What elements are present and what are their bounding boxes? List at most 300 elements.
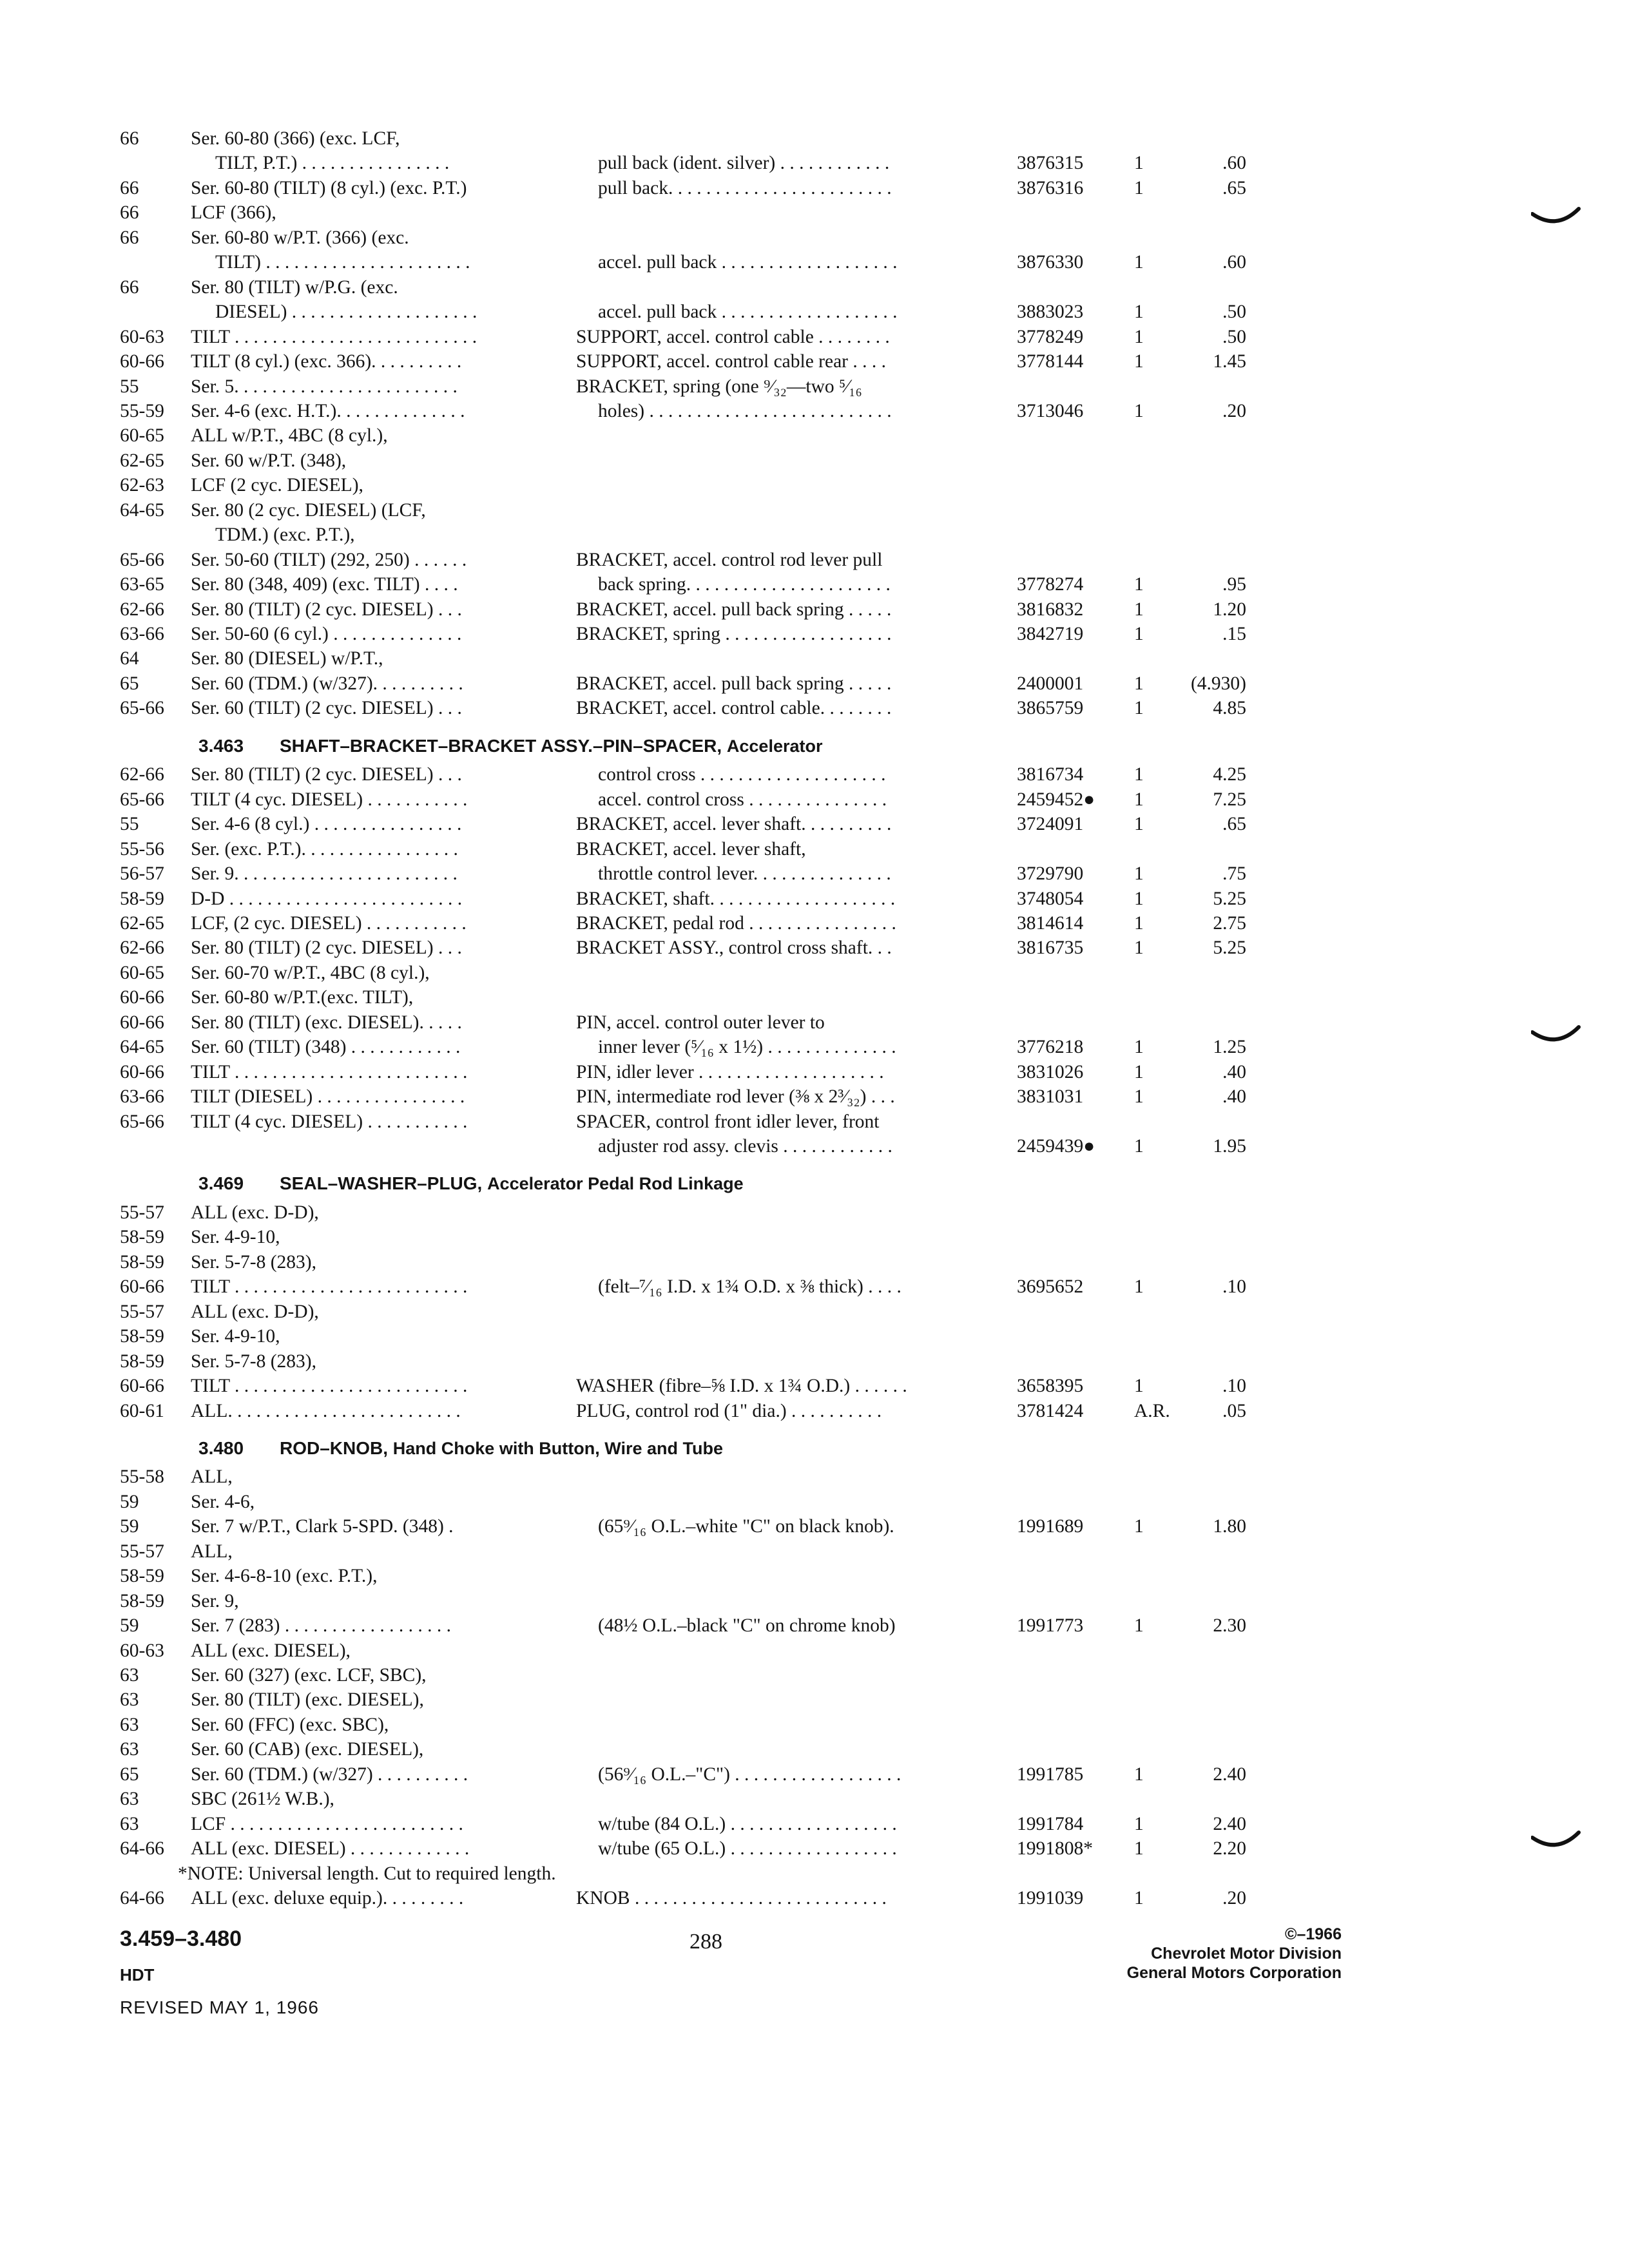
application: Ser. 7 (283) . . . . . . . . . . . . . . . . . . [191, 1615, 451, 1636]
year-range: 63 [120, 1715, 139, 1735]
year-range: 60-66 [120, 351, 164, 372]
part-row [0, 1539, 1629, 1564]
part-row [0, 1110, 1629, 1134]
part-row [0, 597, 1629, 622]
part-number: 3658395 [1017, 1376, 1084, 1396]
part-number: 3776218 [1017, 1037, 1084, 1057]
copyright: ©–1966 [1285, 1925, 1342, 1943]
part-description: pull back. . . . . . . . . . . . . . . . . . . . . . . . [598, 178, 892, 198]
year-range: 64-65 [120, 1037, 164, 1057]
part-row [0, 887, 1629, 911]
application: Ser. 60-80 w/P.T. (366) (exc. [191, 227, 409, 248]
quantity: 1 [1134, 599, 1144, 620]
quantity: 1 [1134, 764, 1144, 785]
part-row [0, 671, 1629, 696]
section-number: 3.480 [198, 1438, 244, 1458]
part-row [0, 911, 1629, 936]
part-description: w/tube (65 O.L.) . . . . . . . . . . . . . . . . . . [598, 1838, 897, 1859]
price: 1.25 [1213, 1037, 1246, 1057]
part-number: 3865759 [1017, 698, 1084, 718]
price: 1.45 [1213, 351, 1246, 372]
year-range: 62-66 [120, 764, 164, 785]
part-number: 3876330 [1017, 252, 1084, 273]
part-number: 3816832 [1017, 599, 1084, 620]
year-range: 64-65 [120, 500, 164, 521]
year-range: 60-66 [120, 1276, 164, 1297]
quantity: 1 [1134, 698, 1144, 718]
part-row [0, 1399, 1629, 1423]
division-name: Chevrolet Motor Division [1151, 1945, 1342, 1963]
year-range: 58-59 [120, 1591, 164, 1611]
part-description: throttle control lever. . . . . . . . . . . . . . . [598, 863, 891, 884]
year-range: 60-65 [120, 963, 164, 983]
year-range: 62-66 [120, 937, 164, 958]
quantity: A.R. [1134, 1401, 1170, 1421]
part-row [0, 1613, 1629, 1638]
price: .75 [1222, 863, 1246, 884]
part-row [0, 250, 1629, 274]
quantity: 1 [1134, 1086, 1144, 1107]
part-description: (48½ O.L.–black "C" on chrome knob) [598, 1615, 896, 1636]
part-number: 3695652 [1017, 1276, 1084, 1297]
year-range: 55-57 [120, 1302, 164, 1322]
part-description: PIN, idler lever . . . . . . . . . . . . . . . . . . . . [576, 1062, 884, 1082]
part-description: inner lever (⁵⁄₁₆ x 1½) . . . . . . . . . . . . . . [598, 1037, 896, 1057]
price: 4.85 [1213, 698, 1246, 718]
part-row [0, 936, 1629, 960]
part-row [0, 837, 1629, 861]
year-range: 62-65 [120, 913, 164, 934]
quantity: 1 [1134, 1376, 1144, 1396]
price: 2.30 [1213, 1615, 1246, 1636]
part-row [0, 1465, 1629, 1489]
catalog-code: HDT [120, 1965, 155, 1984]
section-heading [0, 1435, 1629, 1462]
part-description: BRACKET, accel. lever shaft. . . . . . . . . . [576, 814, 892, 834]
application: Ser. 60-70 w/P.T., 4BC (8 cyl.), [191, 963, 430, 983]
price: .40 [1222, 1062, 1246, 1082]
application: Ser. 60-80 (TILT) (8 cyl.) (exc. P.T.) [191, 178, 467, 198]
revision-date: REVISED MAY 1, 1966 [120, 1997, 319, 2017]
quantity: 1 [1134, 913, 1144, 934]
application: Ser. 4-6 (exc. H.T.). . . . . . . . . . . . . . [191, 401, 465, 421]
year-range: 59 [120, 1492, 139, 1512]
year-range: 59 [120, 1615, 139, 1636]
quantity: 1 [1134, 302, 1144, 322]
year-range: 63 [120, 1814, 139, 1834]
quantity: 1 [1134, 1888, 1144, 1908]
part-number: 3814614 [1017, 913, 1084, 934]
part-number: 3876315 [1017, 153, 1084, 173]
application: TILT . . . . . . . . . . . . . . . . . . . . . . . . . [191, 1062, 468, 1082]
year-range: 64-66 [120, 1838, 164, 1859]
application: ALL (exc. deluxe equip.). . . . . . . . . [191, 1888, 464, 1908]
part-row [0, 1687, 1629, 1712]
part-number: 3831031 [1017, 1086, 1084, 1107]
part-row [0, 572, 1629, 597]
application: TILT . . . . . . . . . . . . . . . . . . . . . . . . . . [191, 327, 477, 347]
part-row [0, 176, 1629, 200]
year-range: 58-59 [120, 1227, 164, 1247]
application: TILT (8 cyl.) (exc. 366). . . . . . . . . . [191, 351, 462, 372]
binder-mark [1531, 1829, 1581, 1852]
quantity: 1 [1134, 1276, 1144, 1297]
part-number: 2459452● [1017, 789, 1095, 810]
application: Ser. 7 w/P.T., Clark 5-SPD. (348) . [191, 1516, 454, 1537]
part-row [0, 961, 1629, 985]
part-description: BRACKET, accel. pull back spring . . . . . [576, 599, 892, 620]
application: Ser. 60 (TDM.) (w/327). . . . . . . . . . [191, 673, 463, 694]
application: Ser. 50-60 (TILT) (292, 250) . . . . . . [191, 550, 467, 570]
part-row [0, 812, 1629, 836]
year-range: 60-65 [120, 425, 164, 446]
part-description: BRACKET, pedal rod . . . . . . . . . . . . . . . . [576, 913, 896, 934]
application: DIESEL) . . . . . . . . . . . . . . . . . . . . [215, 302, 477, 322]
quantity: 1 [1134, 673, 1144, 694]
application: Ser. (exc. P.T.). . . . . . . . . . . . . . . . . [191, 839, 458, 860]
year-range: 55 [120, 376, 139, 397]
part-row [0, 325, 1629, 349]
price: .05 [1222, 1401, 1246, 1421]
part-row [0, 1134, 1629, 1158]
part-description: control cross . . . . . . . . . . . . . . . . . . . . [598, 764, 886, 785]
binder-mark [1531, 1023, 1581, 1046]
year-range: 55 [120, 814, 139, 834]
application: ALL (exc. DIESEL) . . . . . . . . . . . . . [191, 1838, 470, 1859]
year-range: 66 [120, 277, 139, 298]
price: .60 [1222, 252, 1246, 273]
application: Ser. 60 (TILT) (2 cyc. DIESEL) . . . [191, 698, 462, 718]
quantity: 1 [1134, 351, 1144, 372]
price: .50 [1222, 302, 1246, 322]
application: Ser. 5. . . . . . . . . . . . . . . . . . . . . . . . [191, 376, 458, 397]
application: Ser. 5-7-8 (283), [191, 1351, 316, 1372]
year-range: 65 [120, 673, 139, 694]
quantity: 1 [1134, 863, 1144, 884]
application: D-D . . . . . . . . . . . . . . . . . . . . . . . . . [191, 889, 463, 909]
part-description: PIN, intermediate rod lever (⅜ x 2³⁄₃₂) . . . [576, 1086, 895, 1107]
application: Ser. 80 (TILT) (2 cyc. DIESEL) . . . [191, 937, 462, 958]
part-description: pull back (ident. silver) . . . . . . . . . . . . [598, 153, 890, 173]
year-range: 60-66 [120, 1062, 164, 1082]
price: 2.40 [1213, 1814, 1246, 1834]
part-row [0, 1490, 1629, 1514]
application: Ser. 9, [191, 1591, 239, 1611]
application: Ser. 4-6, [191, 1492, 255, 1512]
section-title [280, 1170, 744, 1197]
application: Ser. 80 (TILT) w/P.G. (exc. [191, 277, 398, 298]
year-range: 63 [120, 1739, 139, 1760]
year-range: 63-66 [120, 624, 164, 644]
price: (4.930) [1190, 673, 1246, 694]
part-number: 3831026 [1017, 1062, 1084, 1082]
part-row [0, 1836, 1629, 1861]
application: LCF . . . . . . . . . . . . . . . . . . . . . . . . . [191, 1814, 463, 1834]
section-title-main: SHAFT–BRACKET–BRACKET ASSY.–PIN–SPACER, [280, 736, 722, 756]
year-range: 63 [120, 1689, 139, 1710]
part-description: holes) . . . . . . . . . . . . . . . . . . . . . . . . . . [598, 401, 892, 421]
year-range: 65-66 [120, 789, 164, 810]
part-number: 3778274 [1017, 574, 1084, 595]
part-description: SUPPORT, accel. control cable . . . . . . . . [576, 327, 890, 347]
application: TILT (4 cyc. DIESEL) . . . . . . . . . . . [191, 789, 468, 810]
year-range: 60-66 [120, 1376, 164, 1396]
part-row [0, 1300, 1629, 1324]
corporation-name: General Motors Corporation [1126, 1964, 1342, 1982]
part-row [0, 1250, 1629, 1274]
quantity: 1 [1134, 1838, 1144, 1859]
application: Ser. 50-60 (6 cyl.) . . . . . . . . . . . . . . [191, 624, 462, 644]
price: .95 [1222, 574, 1246, 595]
part-number: 3724091 [1017, 814, 1084, 834]
application: ALL (exc. D-D), [191, 1202, 319, 1223]
year-range: 59 [120, 1516, 139, 1537]
part-row [0, 399, 1629, 423]
application: Ser. 80 (TILT) (2 cyc. DIESEL) . . . [191, 764, 462, 785]
section-number: 3.469 [198, 1173, 244, 1193]
year-range: 60-66 [120, 1012, 164, 1033]
year-range: 60-61 [120, 1401, 164, 1421]
quantity: 1 [1134, 1136, 1144, 1157]
part-row [0, 1010, 1629, 1035]
application: Ser. 4-6 (8 cyl.) . . . . . . . . . . . . . . . . [191, 814, 462, 834]
part-row [0, 498, 1629, 523]
price: 2.40 [1213, 1764, 1246, 1785]
part-row [0, 622, 1629, 646]
application: TDM.) (exc. P.T.), [215, 524, 355, 545]
part-description: KNOB . . . . . . . . . . . . . . . . . . . . . . . . . . . [576, 1888, 887, 1908]
part-row [0, 1713, 1629, 1737]
application: TILT (4 cyc. DIESEL) . . . . . . . . . . . [191, 1111, 468, 1132]
part-number: 3713046 [1017, 401, 1084, 421]
part-row [0, 548, 1629, 572]
price: 5.25 [1213, 937, 1246, 958]
section-title-sub: Accelerator [726, 736, 823, 756]
part-row [0, 1060, 1629, 1084]
part-row [0, 349, 1629, 374]
part-description: BRACKET, accel. control cable. . . . . . . . [576, 698, 892, 718]
part-row [0, 1589, 1629, 1613]
year-range: 66 [120, 128, 139, 149]
quantity: 1 [1134, 1615, 1144, 1636]
year-range: 58-59 [120, 1351, 164, 1372]
section-heading [0, 733, 1629, 760]
part-description: PLUG, control rod (1" dia.) . . . . . . . . . . [576, 1401, 882, 1421]
part-row [0, 1225, 1629, 1249]
year-range: 62-63 [120, 475, 164, 495]
price: 4.25 [1213, 764, 1246, 785]
application: Ser. 4-9-10, [191, 1227, 280, 1247]
application: ALL (exc. DIESEL), [191, 1640, 351, 1661]
application: TILT (DIESEL) . . . . . . . . . . . . . . . . [191, 1086, 465, 1107]
year-range: 63-66 [120, 1086, 164, 1107]
application: Ser. 60 (327) (exc. LCF, SBC), [191, 1665, 427, 1686]
quantity: 1 [1134, 1764, 1144, 1785]
application: SBC (261½ W.B.), [191, 1789, 334, 1809]
price: 1.80 [1213, 1516, 1246, 1537]
application: LCF (2 cyc. DIESEL), [191, 475, 363, 495]
part-description: (56⁹⁄₁₆ O.L.–"C") . . . . . . . . . . . . . . . . . . [598, 1764, 901, 1785]
part-row [0, 200, 1629, 225]
part-row [0, 787, 1629, 812]
part-row [0, 523, 1629, 547]
price: .10 [1222, 1276, 1246, 1297]
year-range: 55-56 [120, 839, 164, 860]
application: Ser. 80 (TILT) (exc. DIESEL). . . . . [191, 1012, 462, 1033]
part-description: adjuster rod assy. clevis . . . . . . . . . . . . [598, 1136, 892, 1157]
application: Ser. 60 (CAB) (exc. DIESEL), [191, 1739, 424, 1760]
part-row [0, 1514, 1629, 1539]
quantity: 1 [1134, 1062, 1144, 1082]
part-row [0, 1886, 1629, 1910]
part-description: w/tube (84 O.L.) . . . . . . . . . . . . . . . . . . [598, 1814, 897, 1834]
part-description: BRACKET, accel. control rod lever pull [576, 550, 883, 570]
part-row [0, 374, 1629, 399]
part-number: 3729790 [1017, 863, 1084, 884]
application: ALL, [191, 1541, 233, 1562]
part-number: 3748054 [1017, 889, 1084, 909]
part-row [0, 1812, 1629, 1836]
application: Ser. 80 (348, 409) (exc. TILT) . . . . [191, 574, 458, 595]
price: .10 [1222, 1376, 1246, 1396]
section-title-main: SEAL–WASHER–PLUG, [280, 1173, 483, 1193]
quantity: 1 [1134, 1814, 1144, 1834]
page-number: 288 [689, 1930, 722, 1954]
year-range: 64 [120, 648, 139, 669]
part-number: 1991039 [1017, 1888, 1084, 1908]
year-range: 66 [120, 202, 139, 223]
part-row [0, 1035, 1629, 1059]
part-row [0, 762, 1629, 787]
part-row [0, 1274, 1629, 1299]
year-range: 65-66 [120, 1111, 164, 1132]
year-range: 58-59 [120, 1252, 164, 1273]
application: Ser. 60-80 w/P.T.(exc. TILT), [191, 987, 414, 1008]
part-row [0, 1762, 1629, 1787]
price: .20 [1222, 1888, 1246, 1908]
application: Ser. 60-80 (366) (exc. LCF, [191, 128, 400, 149]
price: 2.75 [1213, 913, 1246, 934]
part-row [0, 151, 1629, 175]
application: Ser. 60 (FFC) (exc. SBC), [191, 1715, 389, 1735]
quantity: 1 [1134, 937, 1144, 958]
application: Ser. 80 (DIESEL) w/P.T., [191, 648, 383, 669]
price: .20 [1222, 401, 1246, 421]
part-description: SUPPORT, accel. control cable rear . . . . [576, 351, 887, 372]
year-range: 60-63 [120, 327, 164, 347]
part-number: 1991785 [1017, 1764, 1084, 1785]
part-description: BRACKET, accel. lever shaft, [576, 839, 806, 860]
part-description: BRACKET, spring (one ⁹⁄₃₂—two ⁵⁄₁₆ [576, 376, 862, 397]
quantity: 1 [1134, 153, 1144, 173]
quantity: 1 [1134, 252, 1144, 273]
part-number: 3778144 [1017, 351, 1084, 372]
application: LCF (366), [191, 202, 276, 223]
part-description: BRACKET ASSY., control cross shaft. . . [576, 937, 892, 958]
price: 1.95 [1213, 1136, 1246, 1157]
year-range: 55-57 [120, 1202, 164, 1223]
quantity: 1 [1134, 814, 1144, 834]
part-row [0, 423, 1629, 448]
part-number: 1991784 [1017, 1814, 1084, 1834]
application: Ser. 5-7-8 (283), [191, 1252, 316, 1273]
year-range: 66 [120, 178, 139, 198]
application: TILT . . . . . . . . . . . . . . . . . . . . . . . . . [191, 1376, 468, 1396]
quantity: 1 [1134, 574, 1144, 595]
part-number: 3876316 [1017, 178, 1084, 198]
part-row [0, 646, 1629, 671]
part-row [0, 1324, 1629, 1349]
application: Ser. 4-6-8-10 (exc. P.T.), [191, 1566, 378, 1586]
part-row [0, 226, 1629, 250]
price: .65 [1222, 178, 1246, 198]
part-row [0, 696, 1629, 720]
quantity: 1 [1134, 401, 1144, 421]
section-number: 3.463 [198, 736, 244, 756]
price: .60 [1222, 153, 1246, 173]
application: Ser. 80 (TILT) (2 cyc. DIESEL) . . . [191, 599, 462, 620]
application: Ser. 80 (2 cyc. DIESEL) (LCF, [191, 500, 426, 521]
part-description: accel. control cross . . . . . . . . . . . . . . . [598, 789, 887, 810]
part-number: 1991773 [1017, 1615, 1084, 1636]
year-range: 55-57 [120, 1541, 164, 1562]
application: ALL w/P.T., 4BC (8 cyl.), [191, 425, 388, 446]
application: Ser. 60 (TILT) (348) . . . . . . . . . . . . [191, 1037, 461, 1057]
part-number: 2459439● [1017, 1136, 1095, 1157]
section-title [280, 733, 822, 760]
part-number: 2400001 [1017, 673, 1084, 694]
part-description: (65⁹⁄₁₆ O.L.–white "C" on black knob). [598, 1516, 894, 1537]
application: *NOTE: Universal length. Cut to required length. [178, 1863, 556, 1884]
part-row [0, 275, 1629, 300]
application: ALL (exc. D-D), [191, 1302, 319, 1322]
application: Ser. 60 (TDM.) (w/327) . . . . . . . . . . [191, 1764, 468, 1785]
application: Ser. 9. . . . . . . . . . . . . . . . . . . . . . . . [191, 863, 458, 884]
application: Ser. 4-9-10, [191, 1326, 280, 1347]
year-range: 63 [120, 1665, 139, 1686]
part-description: PIN, accel. control outer lever to [576, 1012, 825, 1033]
application: ALL, [191, 1466, 233, 1487]
application: ALL. . . . . . . . . . . . . . . . . . . . . . . . . [191, 1401, 461, 1421]
application: TILT, P.T.) . . . . . . . . . . . . . . . . [215, 153, 450, 173]
application: LCF, (2 cyc. DIESEL) . . . . . . . . . . . [191, 913, 467, 934]
year-range: 55-59 [120, 401, 164, 421]
part-number: 3842719 [1017, 624, 1084, 644]
year-range: 62-66 [120, 599, 164, 620]
price: .40 [1222, 1086, 1246, 1107]
part-row [0, 126, 1629, 151]
part-row [0, 985, 1629, 1010]
application: Ser. 60 w/P.T. (348), [191, 450, 347, 471]
application: TILT . . . . . . . . . . . . . . . . . . . . . . . . . [191, 1276, 468, 1297]
year-range: 58-59 [120, 1326, 164, 1347]
part-row [0, 448, 1629, 473]
quantity: 1 [1134, 889, 1144, 909]
part-description: BRACKET, shaft. . . . . . . . . . . . . . . . . . . . [576, 889, 896, 909]
quantity: 1 [1134, 1516, 1144, 1537]
year-range: 60-63 [120, 1640, 164, 1661]
part-row [0, 861, 1629, 886]
binder-mark [1531, 205, 1581, 228]
quantity: 1 [1134, 178, 1144, 198]
quantity: 1 [1134, 327, 1144, 347]
section-title [280, 1435, 723, 1462]
part-number: 1991689 [1017, 1516, 1084, 1537]
year-range: 65-66 [120, 698, 164, 718]
section-range: 3.459–3.480 [120, 1927, 242, 1951]
year-range: 62-65 [120, 450, 164, 471]
part-row [0, 1200, 1629, 1225]
